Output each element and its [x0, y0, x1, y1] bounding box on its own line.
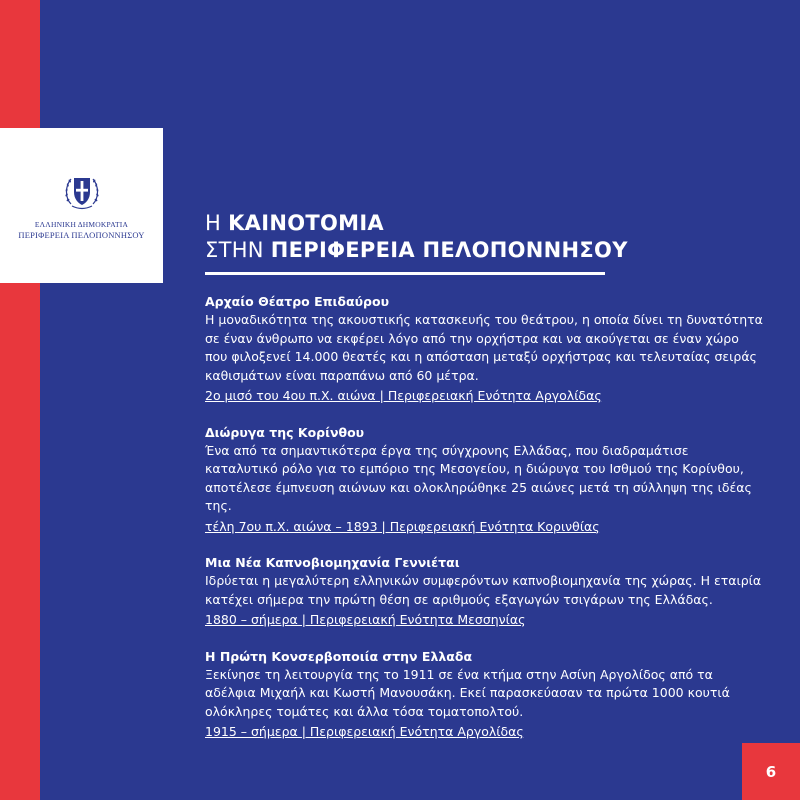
region-logo	[0, 128, 163, 283]
section-tobacco	[205, 554, 765, 630]
section-title: Διώρυγα της Κορίνθου	[205, 424, 365, 440]
content-list	[205, 293, 765, 760]
section-meta: 1915 – σήμερα | Περιφερειακή Ενότητα Αργολίδας	[205, 724, 524, 739]
section-title: Αρχαίο Θέατρο Επιδαύρου	[205, 294, 390, 309]
logo-text-region: ΠΕΡΙΦΕΡΕΙΑ ΠΕΛΟΠΟΝΝΗΣΟΥ	[18, 230, 145, 240]
section-body: Η μοναδικότητα της ακουστικής κατασκευής του θεάτρου, η οποία δίνει τη δυνατότητα σε έναν άνθρωπο να εκφέρει λόγο από την ορχήστρα και να ακούγεται σε έναν χώρο που φιλοξενεί 14.000 θεατές και η απόσταση μεταξύ ορχήστρας και τελευταίας σειράς καθισμάτων είναι παραπάνω από 60 μέτρα.	[205, 312, 763, 383]
title-line-2	[205, 237, 628, 264]
section-body: Ένα από τα σημαντικότερα έργα της σύγχρονης Ελλάδας, που διαδραμάτισε καταλυτικό ρόλο για το εμπόριο της Μεσογείου, η διώρυγα του Ισθμού της Κορίνθου, αποτέλεσε έμπνευση αιώνων και ολοκληρώθηκε 25 αιώνες μετά τη σύλληψη της ιδέας της.	[205, 442, 752, 513]
title-prefix-2: ΣΤΗΝ	[205, 238, 271, 262]
title-keyword: ΚΑΙΝΟΤΟΜΙΑ	[228, 211, 384, 235]
section-meta: 2ο μισό του 4ου π.Χ. αιώνα | Περιφερειακή Ενότητα Αργολίδας	[205, 388, 602, 403]
red-side-strip	[0, 0, 40, 800]
section-body: Ιδρύεται η μεγαλύτερη ελληνικών συμφερόντων καπνοβιομηχανία της χώρας. Η εταιρία κατέχει σήμερα την πρώτη θέση σε αριθμούς εξαγωγών τσιγάρων της Ελλάδας.	[205, 573, 762, 607]
section-cannery	[205, 648, 765, 742]
logo-text-republic: ΕΛΛΗΝΙΚΗ ΔΗΜΟΚΡΑΤΙΑ	[34, 220, 129, 229]
section-meta: 1880 – σήμερα | Περιφερειακή Ενότητα Μεσσηνίας	[205, 612, 526, 627]
section-meta: τέλη 7ου π.Χ. αιώνα – 1893 | Περιφερειακή Ενότητα Κορινθίας	[205, 518, 600, 534]
section-title: Η Πρώτη Κονσερβοποιία στην Ελλαδα	[205, 648, 473, 664]
greek-coat-of-arms-icon	[62, 170, 102, 214]
section-title: Μια Νέα Καπνοβιομηχανία Γεννιέται	[205, 555, 460, 570]
section-epidaurus	[205, 293, 765, 406]
page-number: 6	[742, 743, 800, 800]
title-underline	[205, 272, 605, 275]
page-title	[205, 210, 628, 264]
title-region: ΠΕΡΙΦΕΡΕΙΑ ΠΕΛΟΠΟΝΝΗΣΟΥ	[270, 238, 628, 262]
title-line-1	[205, 210, 628, 237]
title-prefix: Η	[205, 211, 229, 235]
section-body: Ξεκίνησε τη λειτουργία της το 1911 σε ένα κτήμα στην Ασίνη Αργολίδος από τα αδέλφια Μιχαήλ και Κωστή Μανουσάκη. Εκεί παρασκεύασαν τα πρώτα 1000 κουτιά ολόκληρες τομάτες και άλλα τόσα τοματοπολτού.	[205, 666, 730, 719]
section-corinth-canal	[205, 424, 765, 537]
